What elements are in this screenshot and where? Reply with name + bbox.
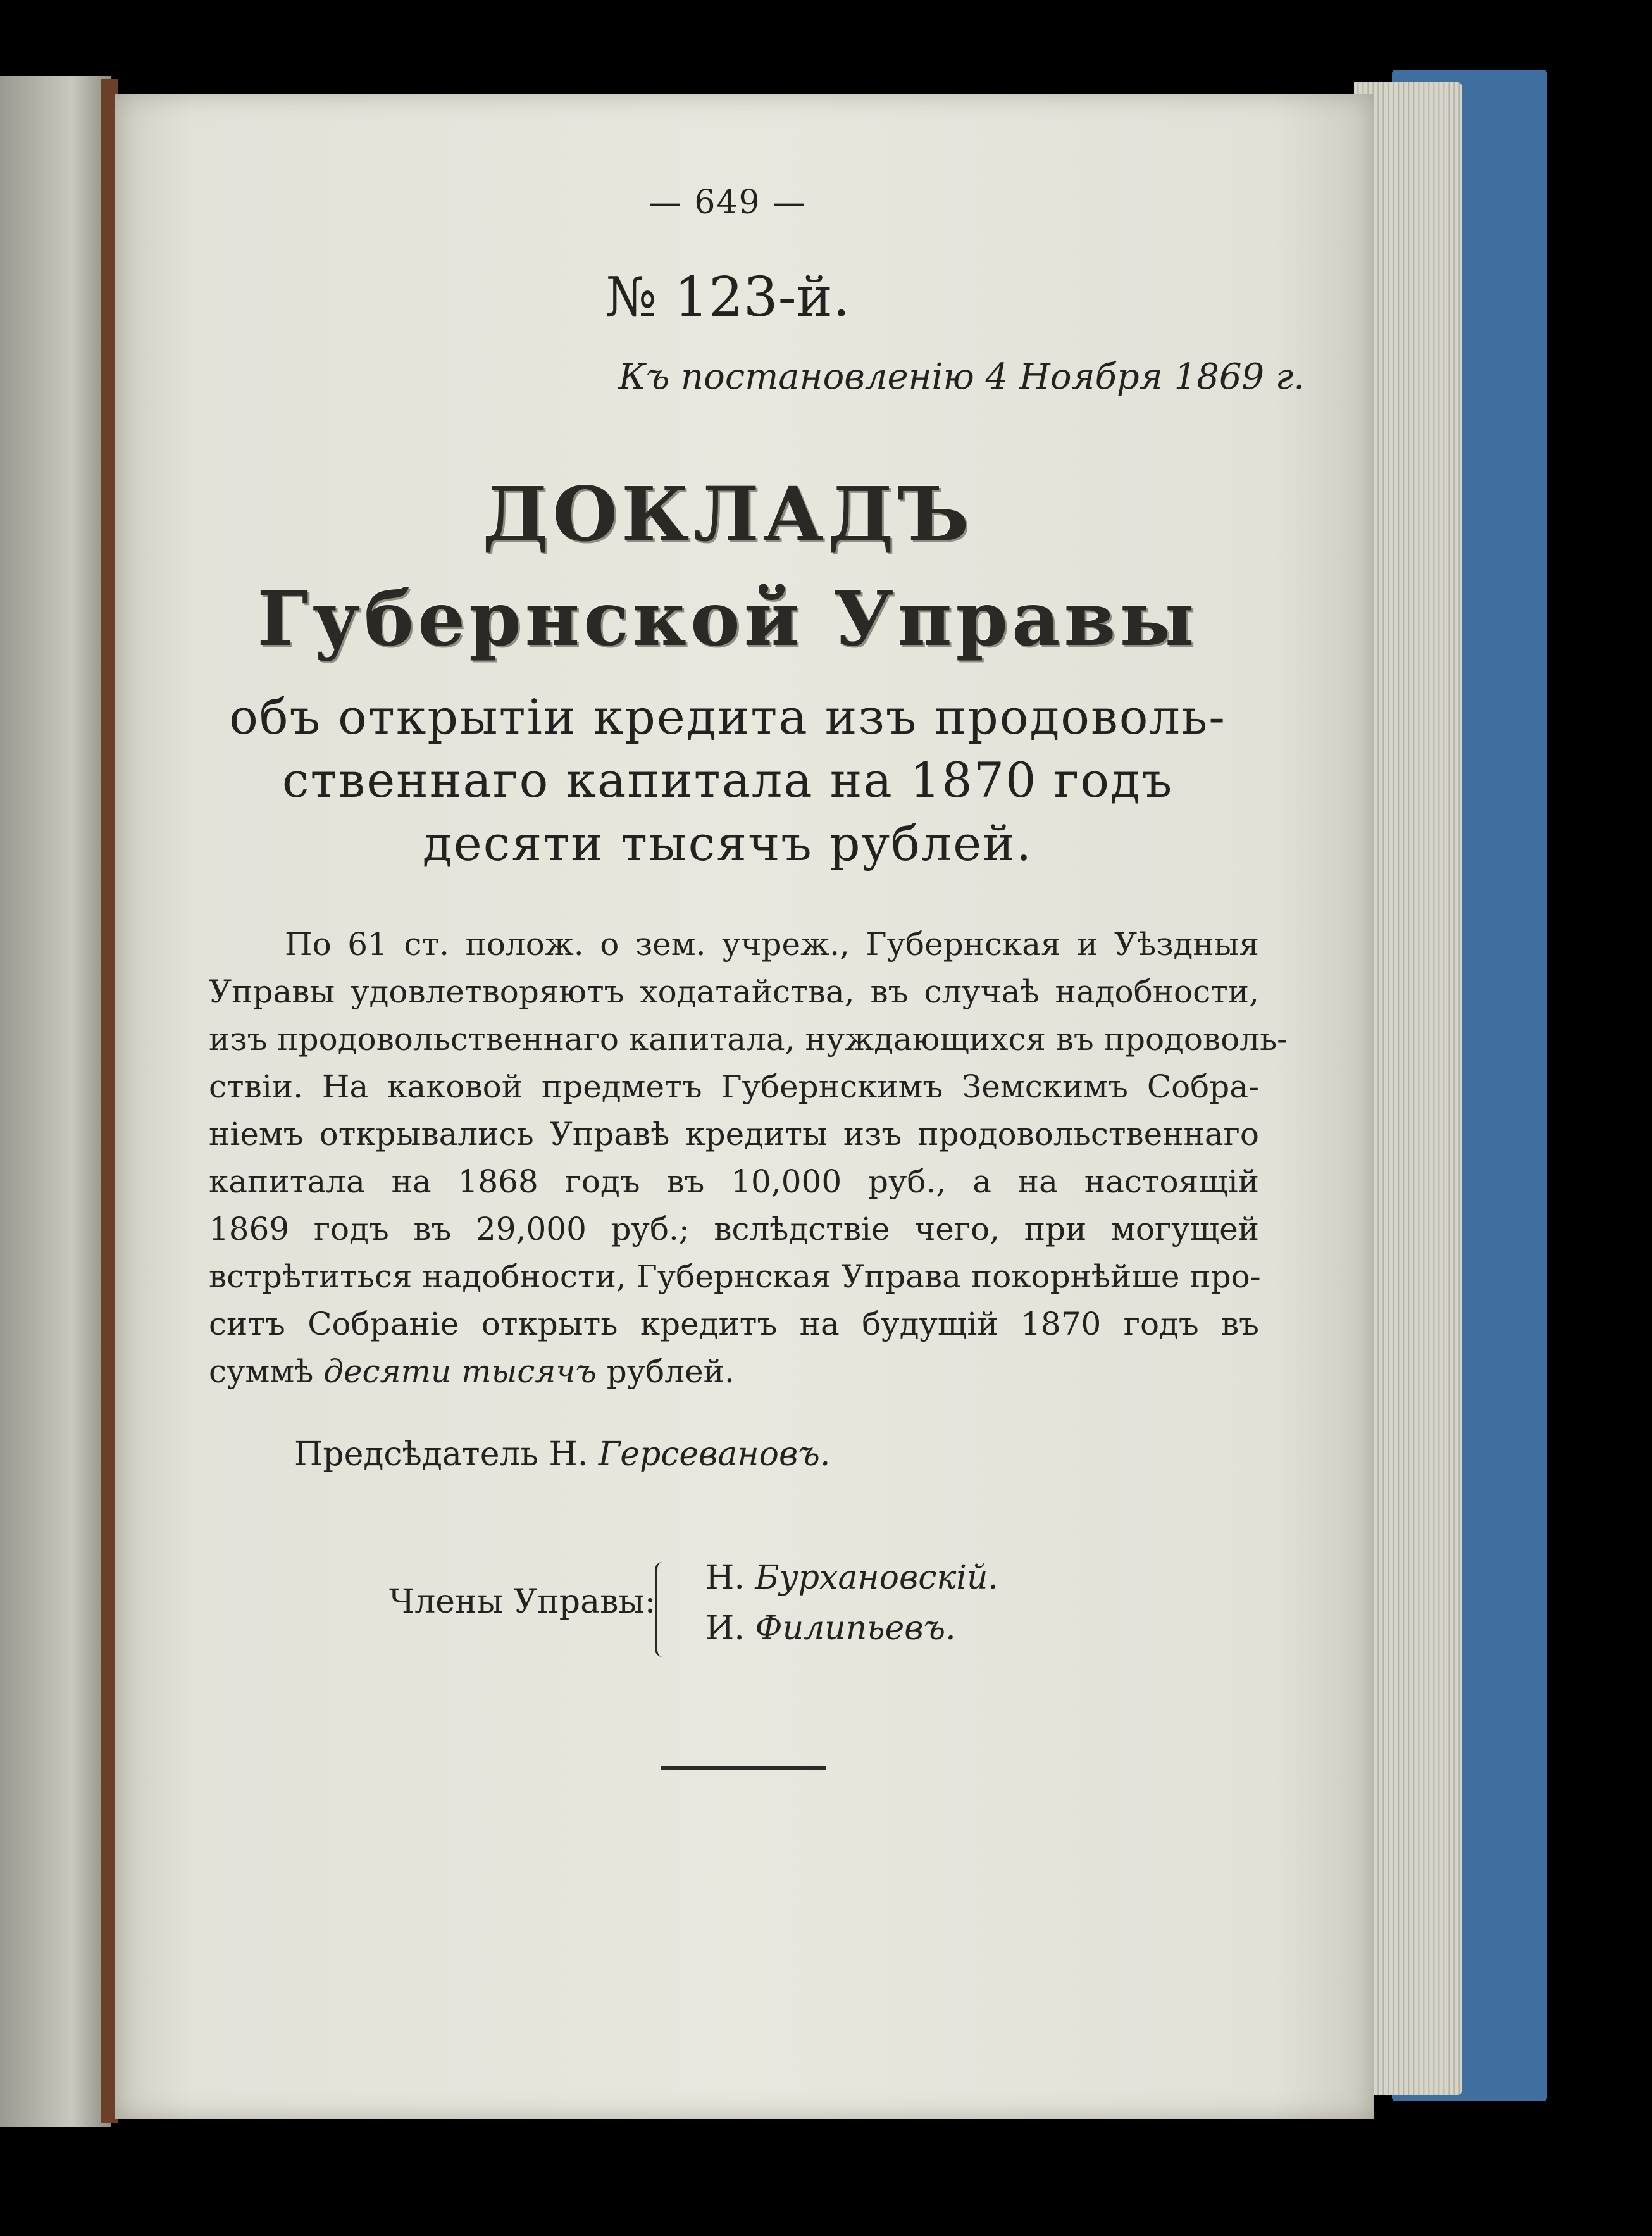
closing-rule — [661, 1766, 826, 1770]
body-line-10 — [209, 1353, 1259, 1390]
members-brace — [655, 1562, 669, 1657]
member-2-name: Филипьевъ. — [755, 1609, 956, 1647]
resolution-year: 1869 — [1174, 356, 1265, 397]
chairman-title: Предсѣдатель — [294, 1435, 538, 1473]
resolution-line — [356, 356, 1305, 397]
member-1-initial: Н. — [705, 1559, 745, 1597]
subtitle-line-3: десяти тысячъ рублей. — [422, 815, 1033, 871]
body-line-2: Управы удовлетворяютъ ходатайства, въ случаѣ надобности, — [209, 973, 1259, 1010]
body-line-8: встрѣтиться надобности, Губернская Управа покорнѣйше про- — [209, 1258, 1261, 1295]
body-line-5: ніемъ открывались Управѣ кредиты изъ продовольственнаго — [209, 1116, 1259, 1152]
member-1 — [705, 1559, 998, 1597]
member-2-initial: И. — [705, 1609, 745, 1647]
subtitle-line-2: ственнаго капитала на 1870 годъ — [282, 752, 1174, 808]
resolution-suffix: г. — [1275, 356, 1305, 397]
chairman-name: Герсевановъ. — [598, 1435, 831, 1473]
chairman-signature — [294, 1435, 830, 1473]
member-1-name: Бурхановскій. — [755, 1559, 999, 1597]
member-2 — [705, 1609, 956, 1647]
left-page-edge — [0, 76, 111, 2127]
resolution-prefix: Къ постановленію — [618, 356, 974, 397]
body-line-9: ситъ Собраніе открыть кредитъ на будущій 1870 годъ въ — [209, 1306, 1259, 1342]
members-label: Члены Управы: — [389, 1583, 656, 1621]
body-last-start: суммѣ — [209, 1353, 314, 1390]
page-number: — 649 — — [648, 184, 807, 222]
document-number: № 123-й. — [605, 266, 850, 329]
body-line-3: изъ продовольственнаго капитала, нуждающихся въ продоволь- — [209, 1021, 1288, 1058]
page — [115, 94, 1374, 2119]
resolution-date: 4 Ноября — [985, 356, 1163, 397]
body-line-4: ствіи. На каковой предметъ Губернскимъ Земскимъ Собра- — [209, 1068, 1259, 1105]
chairman-initial: Н. — [549, 1435, 588, 1473]
body-line-1: По 61 ст. полож. о зем. учреж., Губернская и Уѣздныя — [285, 926, 1259, 963]
title-report: ДОКЛАДЪ — [482, 470, 973, 558]
subtitle-line-1: объ открытіи кредита изъ продоволь- — [229, 689, 1226, 745]
body-last-end: рублей. — [606, 1353, 735, 1390]
body-line-6: капитала на 1868 годъ въ 10,000 руб., а на настоящій — [209, 1163, 1259, 1200]
body-line-7: 1869 годъ въ 29,000 руб.; вслѣдствіе чего, при могущей — [209, 1211, 1259, 1247]
title-board: Губернской Управы — [257, 575, 1198, 663]
body-last-italic: десяти тысячъ — [323, 1353, 597, 1390]
